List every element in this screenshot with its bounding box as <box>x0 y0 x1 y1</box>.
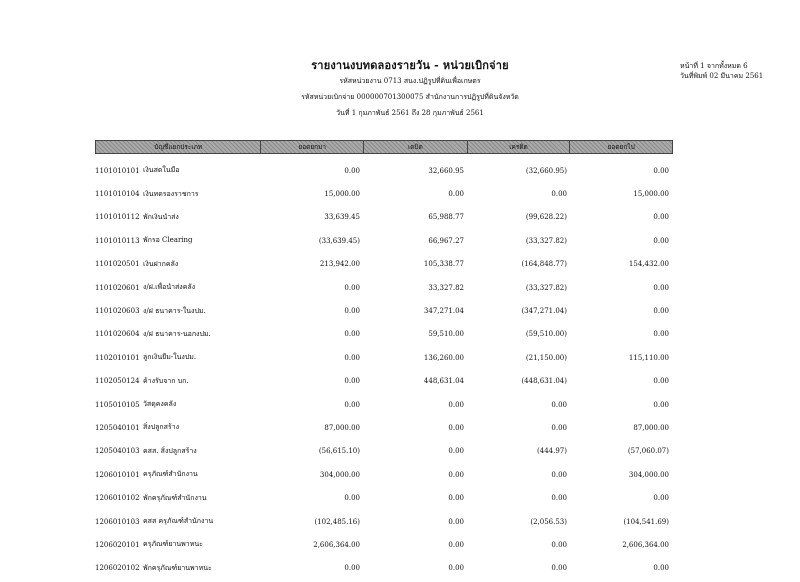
table-row <box>95 440 673 463</box>
credit-value: 0.00 <box>551 540 567 549</box>
table-row <box>95 229 673 252</box>
brought-forward-value: 33,639.45 <box>324 213 360 222</box>
credit-value: (2,056.53) <box>530 517 567 526</box>
table-body <box>95 159 673 580</box>
account-name: ครุภัณฑ์สำนักงาน <box>143 470 198 479</box>
brought-forward-value: 0.00 <box>344 307 360 316</box>
carried-forward-value: 0.00 <box>653 213 669 222</box>
account-code: 1101020604 <box>95 330 140 339</box>
debit-value: 0.00 <box>448 540 464 549</box>
account-code: 1206020101 <box>95 540 140 549</box>
brought-forward-value: 2,606,364.00 <box>313 540 360 549</box>
debit-value: 136,260.00 <box>423 353 464 362</box>
table-row <box>95 299 673 322</box>
account-code: 1101020603 <box>95 307 140 316</box>
brought-forward-value: 0.00 <box>344 377 360 386</box>
account-name: ง/ฝ.เพื่อนำส่งคลัง <box>143 283 196 292</box>
debit-value: 65,988.77 <box>428 213 464 222</box>
print-date: วันที่พิมพ์ 02 มีนาคม 2561 <box>680 72 764 80</box>
account-code: 1101020501 <box>95 260 140 269</box>
table-row <box>95 370 673 393</box>
table-row <box>95 486 673 509</box>
table-row <box>95 416 673 439</box>
account-code: 1101010112 <box>95 213 140 222</box>
account-name: พักเงินนำส่ง <box>143 212 179 221</box>
debit-value: 0.00 <box>448 190 464 199</box>
brought-forward-value: 0.00 <box>344 353 360 362</box>
debit-value: 0.00 <box>448 494 464 503</box>
account-name: พักรอ Clearing <box>143 236 193 245</box>
table-row <box>95 346 673 369</box>
carried-forward-value: 0.00 <box>653 307 669 316</box>
debit-value: 347,271.04 <box>423 307 464 316</box>
debit-value: 66,967.27 <box>428 236 464 245</box>
carried-forward-value: 0.00 <box>653 494 669 503</box>
trial-balance-table <box>95 140 673 580</box>
debit-value: 0.00 <box>448 400 464 409</box>
debit-value: 33,327.82 <box>428 283 464 292</box>
credit-value: (32,660.95) <box>525 166 567 175</box>
account-code: 1206010102 <box>95 494 140 503</box>
credit-value: 0.00 <box>551 190 567 199</box>
account-name: ง/ฝ ธนาคาร-นอกงปม. <box>143 329 211 338</box>
table-header <box>95 140 673 154</box>
credit-value: 0.00 <box>551 564 567 573</box>
report-header <box>250 56 570 119</box>
account-name: ลูกเงินยืม-ในงปม. <box>143 353 197 362</box>
brought-forward-value: (33,639.45) <box>318 236 360 245</box>
brought-forward-value: 0.00 <box>344 166 360 175</box>
carried-forward-value: 115,110.00 <box>628 353 669 362</box>
carried-forward-value: 2,606,364.00 <box>622 540 669 549</box>
account-name: พักครุภัณฑ์ยานพาหนะ <box>143 563 212 572</box>
carried-forward-value: (104,541.69) <box>623 517 669 526</box>
column-header-debit: เดบิต <box>364 141 468 153</box>
account-name: ครุภัณฑ์ยานพาหนะ <box>143 540 203 549</box>
table-row <box>95 159 673 182</box>
account-name: พักครุภัณฑ์สำนักงาน <box>143 493 207 502</box>
debit-value: 0.00 <box>448 564 464 573</box>
debit-value: 448,631.04 <box>423 377 464 386</box>
brought-forward-value: 0.00 <box>344 330 360 339</box>
carried-forward-value: 304,000.00 <box>628 470 669 479</box>
carried-forward-value: 0.00 <box>653 236 669 245</box>
account-name: เงินฝากคลัง <box>143 259 179 268</box>
account-name: เงินสดในมือ <box>143 166 180 175</box>
column-header-credit: เครดิต <box>468 141 571 153</box>
carried-forward-value: (57,060.07) <box>627 447 669 456</box>
account-code: 1206010101 <box>95 470 140 479</box>
page-meta <box>680 61 763 81</box>
column-header-account: บัญชีแยกประเภท <box>96 141 261 153</box>
page-info: หน้าที่ 1 จากทั้งหมด 6 <box>680 62 748 70</box>
carried-forward-value: 0.00 <box>653 400 669 409</box>
table-row <box>95 510 673 533</box>
credit-value: (347,271.04) <box>521 307 567 316</box>
date-range: วันที่ 1 กุมภาพันธ์ 2561 ถึง 28 กุมภาพันธ์ 2561 <box>336 109 484 117</box>
carried-forward-value: 0.00 <box>653 166 669 175</box>
table-row <box>95 557 673 580</box>
credit-value: (444.97) <box>537 447 567 456</box>
brought-forward-value: 0.00 <box>344 400 360 409</box>
credit-value: (33,327.82) <box>525 283 567 292</box>
table-row <box>95 206 673 229</box>
table-row <box>95 393 673 416</box>
debit-value: 59,510.00 <box>428 330 464 339</box>
account-code: 1101020601 <box>95 283 140 292</box>
carried-forward-value: 0.00 <box>653 564 669 573</box>
carried-forward-value: 15,000.00 <box>633 190 669 199</box>
account-code: 1101010101 <box>95 166 140 175</box>
table-row <box>95 533 673 556</box>
account-code: 1205040103 <box>95 447 140 456</box>
carried-forward-value: 154,432.00 <box>628 260 669 269</box>
credit-value: (59,510.00) <box>525 330 567 339</box>
table-row <box>95 182 673 205</box>
credit-value: 0.00 <box>551 494 567 503</box>
account-code: 1101010104 <box>95 190 140 199</box>
table-row <box>95 253 673 276</box>
credit-value: 0.00 <box>551 470 567 479</box>
brought-forward-value: (102,485.16) <box>314 517 360 526</box>
account-name: ง/ฝ ธนาคาร-ในงปม. <box>143 306 206 315</box>
carried-forward-value: 87,000.00 <box>633 423 669 432</box>
carried-forward-value: 0.00 <box>653 330 669 339</box>
disbursement-unit-line: รหัสหน่วยเบิกจ่าย 000000701300075 สำนักงานการปฏิรูปที่ดินจังหวัด <box>301 93 519 101</box>
account-code: 1205040101 <box>95 423 140 432</box>
account-name: ค้างรับจาก บก. <box>143 376 189 385</box>
debit-value: 0.00 <box>448 470 464 479</box>
brought-forward-value: 0.00 <box>344 494 360 503</box>
column-header-brought-forward: ยอดยกมา <box>261 141 364 153</box>
brought-forward-value: 15,000.00 <box>324 190 360 199</box>
table-row <box>95 323 673 346</box>
account-code: 1102010101 <box>95 353 140 362</box>
account-code: 1101010113 <box>95 236 140 245</box>
debit-value: 32,660.95 <box>428 166 464 175</box>
credit-value: (21,150.00) <box>525 353 567 362</box>
account-code: 1105010105 <box>95 400 140 409</box>
column-header-carried-forward: ยอดยกไป <box>570 141 672 153</box>
brought-forward-value: 0.00 <box>344 564 360 573</box>
account-name: สิ่งปลูกสร้าง <box>143 423 180 432</box>
brought-forward-value: 87,000.00 <box>324 423 360 432</box>
account-name: วัสดุคงคลัง <box>143 400 177 409</box>
account-code: 1102050124 <box>95 377 140 386</box>
account-name: คสส. สิ่งปลูกสร้าง <box>143 446 197 455</box>
agency-line: รหัสหน่วยงาน 0713 สนง.ปฏิรูปที่ดินเพื่อเกษตร <box>339 77 481 85</box>
account-name: เงินทดรองราชการ <box>143 189 199 198</box>
brought-forward-value: 0.00 <box>344 283 360 292</box>
carried-forward-value: 0.00 <box>653 283 669 292</box>
credit-value: (33,327.82) <box>525 236 567 245</box>
brought-forward-value: 213,942.00 <box>319 260 360 269</box>
credit-value: 0.00 <box>551 400 567 409</box>
debit-value: 0.00 <box>448 447 464 456</box>
debit-value: 0.00 <box>448 423 464 432</box>
carried-forward-value: 0.00 <box>653 377 669 386</box>
credit-value: (164,848.77) <box>521 260 567 269</box>
account-code: 1206020102 <box>95 564 140 573</box>
account-code: 1206010103 <box>95 517 140 526</box>
table-row <box>95 276 673 299</box>
report-title: รายงานงบทดลองรายวัน - หน่วยเบิกจ่าย <box>311 59 509 72</box>
credit-value: 0.00 <box>551 423 567 432</box>
debit-value: 105,338.77 <box>423 260 464 269</box>
brought-forward-value: (56,615.10) <box>318 447 360 456</box>
account-name: คสส ครุภัณฑ์สำนักงาน <box>143 517 214 526</box>
brought-forward-value: 304,000.00 <box>319 470 360 479</box>
debit-value: 0.00 <box>448 517 464 526</box>
table-row <box>95 463 673 486</box>
credit-value: (448,631.04) <box>521 377 567 386</box>
credit-value: (99,628.22) <box>525 213 567 222</box>
